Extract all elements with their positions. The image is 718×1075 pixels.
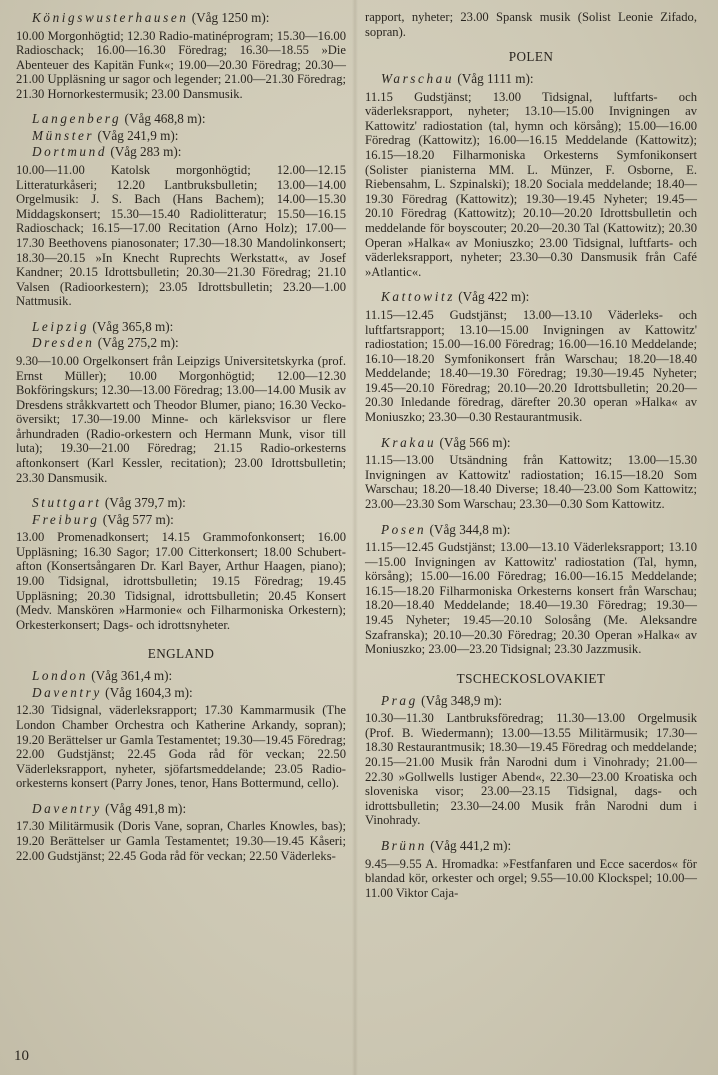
program-brunn: 9.45—9.55 A. Hromadka: »Festfanfaren und Ecce sacerdos« för blandad kör, orkester och orgel; 9.55—10.00 Klockspel; 10.00—11.00 Viktor Caja- xyxy=(365,856,697,900)
wavelength: (Våg 491,8 m): xyxy=(105,800,187,816)
station-header-langenberg xyxy=(16,111,346,128)
station-name: Leipzig xyxy=(32,318,90,334)
left-column xyxy=(16,10,346,873)
wavelength: (Våg 577 m): xyxy=(102,511,174,527)
wavelength: (Våg 379,7 m): xyxy=(104,495,186,511)
wavelength: (Våg 348,9 m): xyxy=(421,692,503,708)
station-header-london xyxy=(16,668,346,685)
station-header-stuttgart xyxy=(16,495,346,512)
station-header-warschau xyxy=(365,71,697,88)
station-name: Posen xyxy=(381,521,427,537)
station-header-dortmund xyxy=(16,144,346,161)
station-name: Kattowitz xyxy=(381,289,455,305)
page-number: 10 xyxy=(14,1048,29,1064)
wavelength: (Våg 1250 m): xyxy=(191,10,270,25)
station-name: Münster xyxy=(32,127,95,143)
wavelength: (Våg 422 m): xyxy=(458,289,530,305)
station-name: Daventry xyxy=(32,800,102,816)
page-fold-shadow xyxy=(352,0,358,1075)
wavelength: (Våg 566 m): xyxy=(439,434,511,450)
wavelength: (Våg 344,8 m): xyxy=(429,521,511,537)
station-header-daventry-long xyxy=(16,685,346,702)
station-header-posen xyxy=(365,522,697,539)
station-header-prag xyxy=(365,693,697,710)
program-prag: 10.30—11.30 Lantbruksföredrag; 11.30—13.00 Orgelmusik (Prof. B. Wiedermann); 13.00—13.55 Militärmusik; 17.30—18.30 Restaurantmusik; 18.30—19.45 Föredrag och meddelande; 20.15—21.00 Musik från Narodni dum i Vinohrady; 21.00—22.30 »Gollwells lustiger Abend«, 22.30—23.00 Kroatiska och sloveniska visor; 23.00—23.15 Tidsignal, dags- och idrottsbulletin; 23.30—24.00 Musik från Narodni dum i Vinohrady. xyxy=(365,711,697,828)
station-header-munster xyxy=(16,128,346,145)
program-dresden: 9.30—10.00 Orgelkonsert från Leipzigs Universitetskyrka (prof. Ernst Müller); 10.00 Morgonhögtid; 12.00—12.30 Bokföringskurs; 12.30—13.00 Föredrag; 13.00—14.00 Musik av Dresdens stråkkvartett och Theodor Blumer, piano; 16.30 Vecko-översikt; 17.30—19.00 Minne- och kärleksvisor ur flere århundraden (Radio-orkestern och Hermann Munk, visor till luta); 19.30—21.00 Föredrag; 21.15 Radio-orkesterns aftonkonsert (Karl Kessler, recitation); 23.00 Idrottsbulletin; 23.30 Dansmusik. xyxy=(16,353,346,485)
program-freiburg: 13.00 Promenadkonsert; 14.15 Grammofonkonsert; 16.00 Uppläsning; 16.30 Sagor; 17.00 Citterkonsert; 18.00 Schubert-afton (Konsertsångaren Dr. Karl Bayer, Arthur Haagen, piano); 19.00 Tidsignal, idrottsbulletin; 19.15 Föredrag; 19.45 Uppläsning; 20.30 Tidsignal, idrottsbulletin; 20.45 Konsert (Medv. Manskören »Harmonie« och Filharmoniska Orkestern); Orkesterkonsert; Dags- och idrottsnyheter. xyxy=(16,530,346,632)
station-name: Dortmund xyxy=(32,144,108,160)
station-name: Brünn xyxy=(381,838,427,854)
country-heading-tscheckoslovakiet: TSCHECKOSLOVAKIET xyxy=(456,670,606,686)
country-heading-polen: POLEN xyxy=(508,49,554,65)
station-name: Daventry xyxy=(32,684,102,700)
country-heading-england: ENGLAND xyxy=(147,646,215,662)
wavelength: (Våg 1111 m): xyxy=(457,71,534,87)
right-column xyxy=(365,10,697,910)
station-header-leipzig xyxy=(16,319,346,336)
station-name: Königswusterhausen xyxy=(32,10,189,25)
station-header-daventry-short xyxy=(16,801,346,818)
program-dortmund: 10.00—11.00 Katolsk morgonhögtid; 12.00—12.15 Litteraturkåseri; 12.20 Lantbruksbulletin; 13.00—14.00 Orgelmusik: J. S. Bach (Hans Bachem); 14.00—15.30 Middagskonsert; 15.30—15.40 Radiolitteratur; 15.50—16.15 Radioschack; 16.15—17.00 Recitation (Arno Holz); 17.00—17.30 Beethovens pianosonater; 17.30—18.30 Mandolinkonsert; 18.30—20.15 »In Knecht Ruprechts Werkstatt«, av Josef Kandner; 20.15 Idrottsbulletin; 20.30—21.30 Föredrag; 21.10 Valsen (Radioorkestern); 23.05 Idrottsbulletin; 23.20—1.00 Nattmusik. xyxy=(16,162,346,309)
station-name: Langenberg xyxy=(32,111,122,127)
station-header-konigswusterhausen xyxy=(16,10,346,27)
station-name: Freiburg xyxy=(32,511,100,527)
station-name: London xyxy=(32,668,88,684)
wavelength: (Våg 241,9 m): xyxy=(97,127,179,143)
station-header-brunn xyxy=(365,838,697,855)
station-name: Warschau xyxy=(381,71,455,87)
program-konigswusterhausen: 10.00 Morgonhögtid; 12.30 Radio-matinéprogram; 15.30—16.00 Radioschack; 16.00—16.30 Föredrag; 16.30—18.55 »Die Abenteuer des Kapitän Funk«; 19.00—20.30 Föredrag; 20.30—21.00 Uppläsning ur sagor och legender; 21.00—21.30 Föredrag; 21.30 Hornorkestermusik; 23.00 Dansmusik. xyxy=(16,28,346,101)
program-krakau: 11.15—13.00 Utsändning från Kattowitz; 13.00—15.30 Invigningen av Kattowitz' radiostation; 16.15—18.20 Som Warschau; 18.20—18.40 Diverse; 18.40—23.00 Som Kattowitz; 23.00—23.30 Som Warschau; 23.30—0.30 Som Kattowitz. xyxy=(365,453,697,511)
station-header-krakau xyxy=(365,435,697,452)
wavelength: (Våg 365,8 m): xyxy=(92,318,174,334)
station-name: Prag xyxy=(381,692,418,708)
station-name: Dresden xyxy=(32,335,95,351)
program-daventry-long: 12.30 Tidsignal, väderleksrapport; 17.30 Kammarmusik (The London Chamber Orchestra och Katherine Arkandy, sopran); 19.20 Berättelser ur Gamla Testamentet; 19.30—19.45 Föredrag; 22.00 Gudstjänst; 22.45 Goda råd för veckan; 22.50 Väderleksrapport, nyheter, sjöfartsmeddelande; 23.05 Radio-orkesterns konsert (Parry Jones, tenor, Hans Bottermund, cello). xyxy=(16,703,346,791)
station-header-freiburg xyxy=(16,512,346,529)
program-kattowitz: 11.15—12.45 Gudstjänst; 13.00—13.10 Väderleks- och luftfartsrapport; 13.10—15.00 Invigningen av Kattowitz' radiostation; 15.00—16.00 Föredrag; 16.00—16.10 Meddelande; 16.10—18.20 Symfonikonsert från Warschau; 18.20—18.40 Meddelande; 18.40—19.30 Föredrag; 19.30—19.45 Nyheter; 19.45—20.10 Föredrag; 20.10—20.20 Idrottsbulletin; 20.20—20.30 Inledande föredrag, därefter 20.30 operan »Halka« av Moniuszko; 23.30—0.30 Restaurantmusik. xyxy=(365,307,697,425)
wavelength: (Våg 275,2 m): xyxy=(97,335,179,351)
station-name: Stuttgart xyxy=(32,495,102,511)
program-daventry-short: 17.30 Militärmusik (Doris Vane, sopran, Charles Knowles, bas); 19.20 Berättelser ur Gamla Testamentet; 19.30—19.45 Kåseri; 22.00 Gudstjänst; 22.45 Goda råd för veckan; 22.50 Väderleks- xyxy=(16,819,346,863)
station-name: Krakau xyxy=(381,434,437,450)
wavelength: (Våg 1604,3 m): xyxy=(105,684,193,700)
wavelength: (Våg 361,4 m): xyxy=(91,668,173,684)
wavelength: (Våg 468,8 m): xyxy=(124,111,206,127)
wavelength: (Våg 283 m): xyxy=(110,144,182,160)
program-daventry-continued: rapport, nyheter; 23.00 Spansk musik (Solist Leonie Zifado, sopran). xyxy=(365,10,697,39)
program-posen: 11.15—12.45 Gudstjänst; 13.00—13.10 Väderleksrapport; 13.10—15.00 Invigningen av Kattowitz' radiostation (Tal, hymn, körsång); 15.00—16.00 Föredrag; 16.00—16.15 Meddelande; 16.15—18.20 Filharmoniska Orkesterns konsert från Warschau; 18.20—18.40 Meddelande; 18.40—19.30 Föredrag; 19.30—19.45 Nyheter; 19.45—20.10 Solosång (Me. Aleksandre Szafranska); 20.10—20.30 Föredrag; 20.30 Operan »Halka« av Moniuszko; 23.00—23.20 Tidsignal; 23.30 Jazzmusik. xyxy=(365,540,697,657)
station-header-dresden xyxy=(16,335,346,352)
program-warschau: 11.15 Gudstjänst; 13.00 Tidsignal, luftfarts- och väderleksrapport, nyheter; 13.10—15.00 Invigningen av Kattowitz' radiostation (tal, hymn och körsång); 15.00—16.00 Föredrag (Kattowitz); 16.00—16.15 Meddelande (Kattowitz); 16.15—18.20 Filharmoniska Orkesterns Symfonikonsert (Solister pianisterna MM. L. Münzer, F. Osborne, E. Riebensahm, L. Szpinalski); 18.20 Sociala meddelande; 18.40—19.30 Föredrag (Kattowitz); 19.30—19.45 Nyheter; 19.45—20.10 Föredrag (Kattowitz); 20.10—20.20 Idrottsbulletin och meddelande för boyscouter; 20.20—20.30 Tal (Kattowitz); 20.30 Operan »Halka« av Moniuszko; 23.00 Tidsignal, luftfarts- och väderleksrapport, nyheter; 23.30—0.30 Dansmusik från Café »Atlantic«. xyxy=(365,89,697,279)
wavelength: (Våg 441,2 m): xyxy=(430,838,512,854)
station-header-kattowitz xyxy=(365,289,697,306)
